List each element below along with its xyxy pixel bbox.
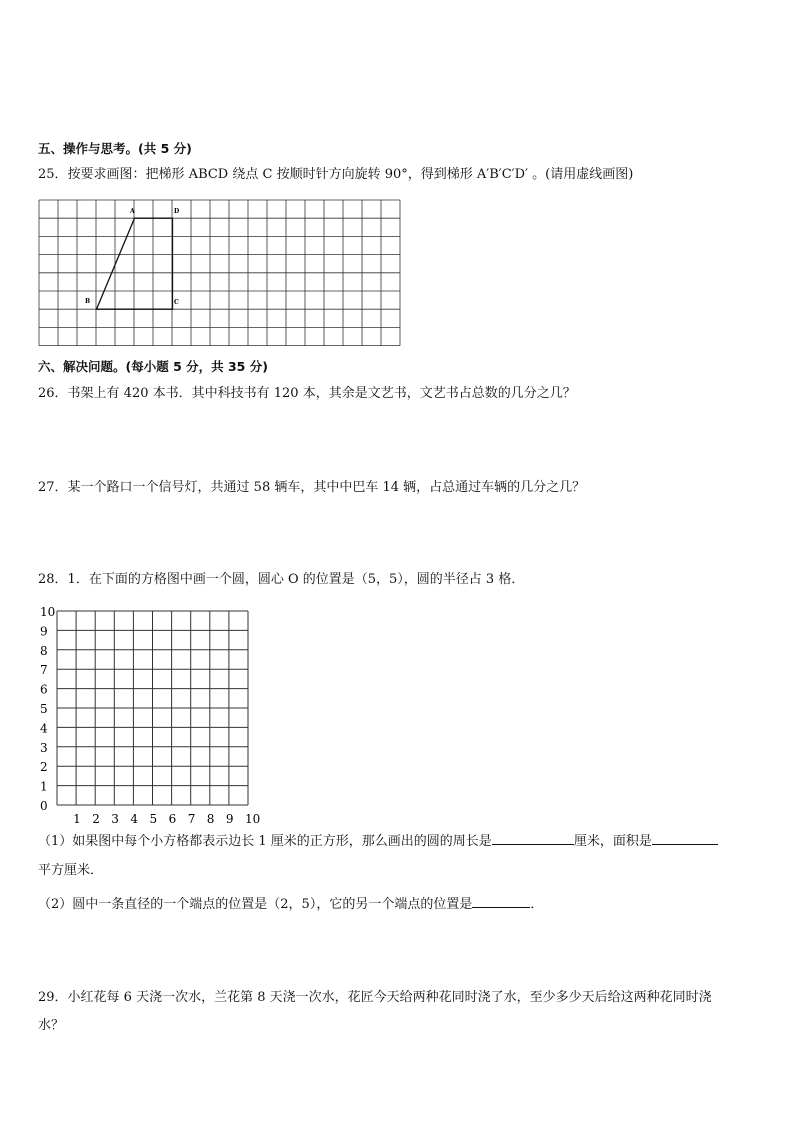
question-29-line1: 29．小红花每 6 天浇一次水，兰花第 8 天浇一次水，花匠今天给两种花同时浇了水，至少多少天后给这两种花同时浇 <box>38 990 712 1005</box>
y-tick-label: 0 <box>40 799 48 813</box>
y-tick-label: 9 <box>40 624 48 639</box>
x-tick-label: 2 <box>92 812 100 826</box>
trapezoid-abcd <box>97 218 173 309</box>
question-29-line2: 水？ <box>38 1018 65 1033</box>
section-5-heading: 五、操作与思考。(共 5 分) <box>38 141 192 156</box>
x-tick-label: 6 <box>168 812 177 826</box>
question-26-text: 26．书架上有 420 本书．其中科技书有 120 本，其余是文艺书，文艺书占总数的几分之几？ <box>38 386 576 401</box>
endpoint-blank[interactable] <box>472 895 530 908</box>
question-25-text: 25．按要求画图：把梯形 ABCD 绕点 C 按顺时针方向旋转 90°，得到梯形 A′B′C′D′ 。(请用虚线画图) <box>38 167 634 182</box>
x-tick-label: 1 <box>73 812 81 826</box>
part1-text-a: （1）如果图中每个小方格都表示边长 1 厘米的正方形，那么画出的圆的周长是 <box>38 834 492 849</box>
y-axis-labels <box>40 605 55 813</box>
y-tick-label: 6 <box>40 682 48 697</box>
question-28-part1-unit: 平方厘米． <box>38 863 104 878</box>
y-tick-label: 8 <box>40 643 48 658</box>
x-tick-label: 8 <box>206 812 215 826</box>
x-tick-label: 5 <box>149 812 158 826</box>
question-28-part2 <box>38 895 543 914</box>
x-axis-labels <box>73 812 260 826</box>
question-28-part1 <box>38 832 718 851</box>
point-label-d: D <box>174 208 180 215</box>
part1-text-b: 厘米，面积是 <box>573 834 652 849</box>
x-tick-label: 3 <box>111 812 119 826</box>
y-tick-label: 10 <box>40 605 56 619</box>
part2-text-b: ． <box>530 897 544 912</box>
section-6-heading: 六、解决问题。(每小题 5 分，共 35 分) <box>38 359 268 374</box>
point-label-b: B <box>85 298 91 305</box>
part2-text-a: （2）圆中一条直径的一个端点的位置是（2，5），它的另一个端点的位置是 <box>38 897 473 912</box>
x-tick-label: 4 <box>130 812 139 826</box>
y-tick-label: 3 <box>40 740 48 755</box>
area-blank[interactable] <box>652 832 718 845</box>
x-tick-label: 10 <box>245 812 261 826</box>
x-tick-label: 7 <box>187 812 196 826</box>
point-label-a: A <box>130 208 135 215</box>
y-tick-label: 7 <box>40 663 48 678</box>
grid-lines <box>57 611 248 805</box>
question-28-text: 28．1．在下面的方格图中画一个圆，圆心 O 的位置是（5，5），圆的半径占 3 格． <box>38 572 525 587</box>
circumference-blank[interactable] <box>492 832 574 845</box>
y-tick-label: 2 <box>40 760 48 775</box>
y-tick-label: 1 <box>40 779 48 794</box>
point-label-c: C <box>174 299 179 306</box>
grid-lines <box>39 200 400 346</box>
coordinate-grid <box>36 604 266 826</box>
y-tick-label: 5 <box>40 702 48 716</box>
trapezoid-grid <box>38 200 400 348</box>
x-tick-label: 9 <box>225 812 234 826</box>
question-27-text: 27．某一个路口一个信号灯，共通过 58 辆车，其中中巴车 14 辆，占总通过车辆的几分之几？ <box>38 480 586 495</box>
y-tick-label: 4 <box>40 721 48 736</box>
